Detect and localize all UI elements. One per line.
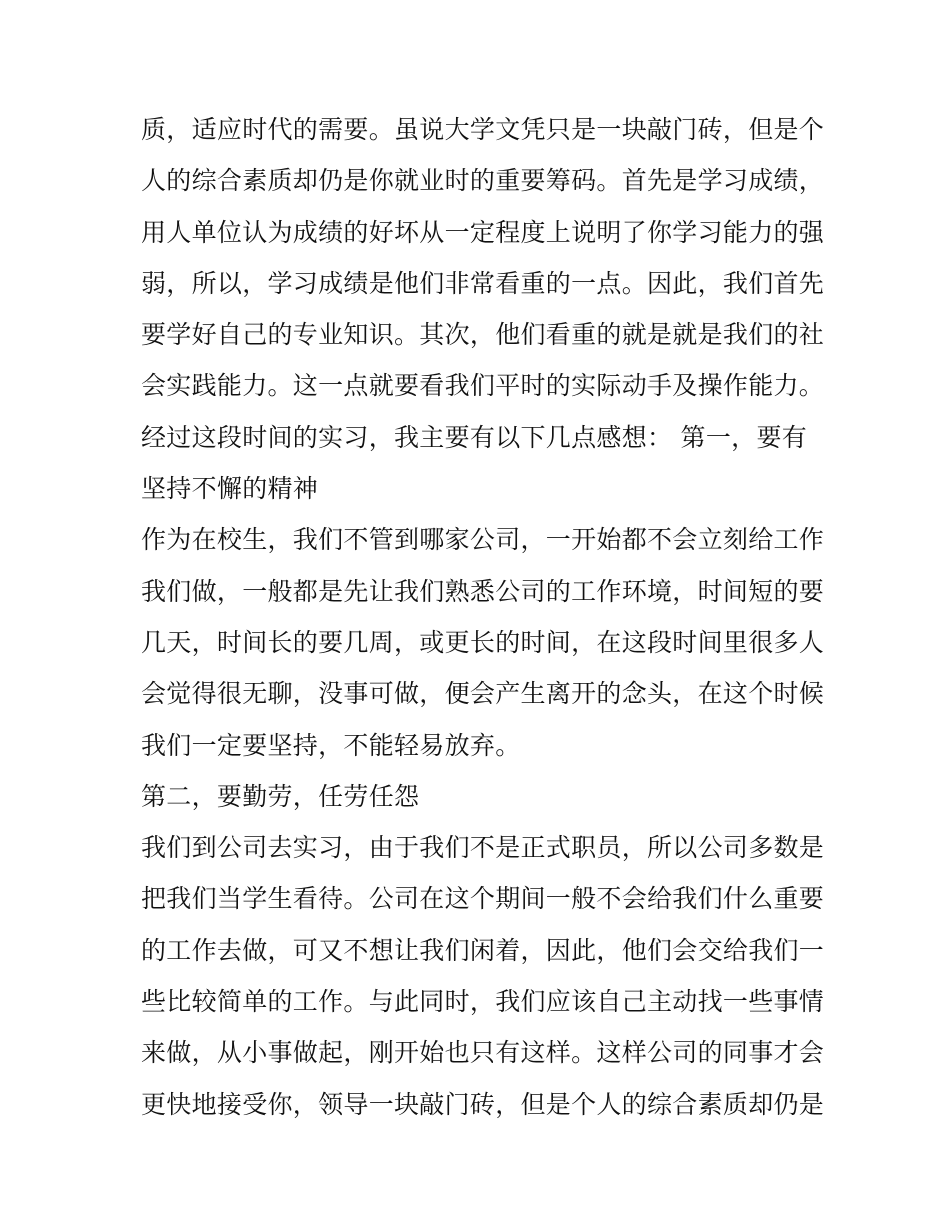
text-line: 把我们当学生看待。公司在这个期间一般不会给我们什么重要 bbox=[141, 884, 825, 914]
text-line: 的工作去做，可又不想让我们闲着，因此，他们会交给我们一 bbox=[141, 935, 825, 965]
text-line: 来做，从小事做起，刚开始也只有这样。这样公司的同事才会 bbox=[141, 1038, 825, 1068]
section-heading: 第二，要勤劳，任劳任怨 bbox=[141, 781, 420, 811]
section-heading: 坚持不懈的精神 bbox=[141, 474, 319, 504]
text-line: 会觉得很无聊，没事可做，便会产生离开的念头，在这个时候 bbox=[141, 679, 825, 709]
text-line: 我们到公司去实习，由于我们不是正式职员，所以公司多数是 bbox=[141, 833, 825, 863]
text-line: 会实践能力。这一点就要看我们平时的实际动手及操作能力。 bbox=[141, 371, 825, 401]
text-line: 更快地接受你，领导一块敲门砖，但是个人的综合素质却仍是 bbox=[141, 1089, 825, 1119]
body-text bbox=[141, 104, 825, 1130]
text-line: 经过这段时间的实习，我主要有以下几点感想： 第一，要有 bbox=[141, 422, 808, 452]
text-line: 人的综合素质却仍是你就业时的重要筹码。首先是学习成绩， bbox=[141, 166, 825, 196]
text-line: 质，适应时代的需要。虽说大学文凭只是一块敲门砖，但是个 bbox=[141, 115, 825, 144]
text-line: 作为在校生，我们不管到哪家公司，一开始都不会立刻给工作 bbox=[141, 525, 825, 555]
text-line: 我们一定要坚持，不能轻易放弃。 bbox=[141, 730, 521, 760]
text-line: 些比较简单的工作。与此同时，我们应该自己主动找一些事情 bbox=[141, 987, 825, 1017]
text-line: 用人单位认为成绩的好坏从一定程度上说明了你学习能力的强 bbox=[141, 217, 825, 247]
text-line: 要学好自己的专业知识。其次，他们看重的就是就是我们的社 bbox=[141, 320, 825, 350]
text-line: 我们做，一般都是先让我们熟悉公司的工作环境，时间短的要 bbox=[141, 576, 825, 606]
text-line: 几天，时间长的要几周，或更长的时间，在这段时间里很多人 bbox=[141, 627, 825, 657]
text-line: 弱，所以，学习成绩是他们非常看重的一点。因此，我们首先 bbox=[141, 268, 825, 298]
